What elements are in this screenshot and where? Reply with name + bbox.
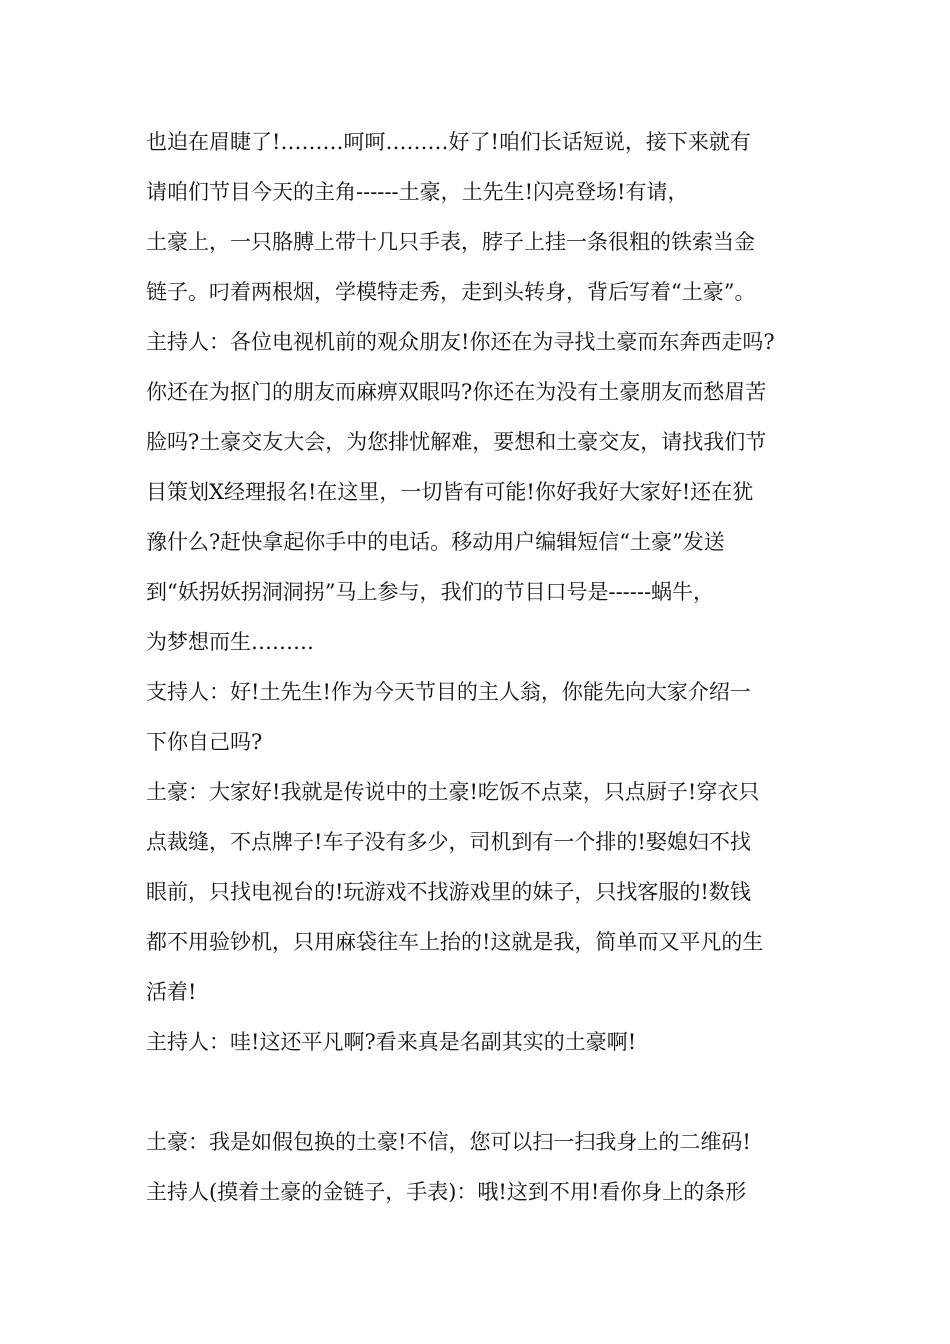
text-line: 为梦想而生……… [146, 630, 314, 654]
text-line: 主持人：各位电视机前的观众朋友!你还在为寻找土豪而东奔西走吗? [146, 330, 775, 354]
text-line: 豫什么?赶快拿起你手中的电话。移动用户编辑短信“土豪”发送 [146, 530, 725, 554]
text-line: 脸吗?土豪交友大会，为您排忧解难，要想和土豪交友，请找我们节 [146, 430, 767, 454]
text-line: 都不用验钞机，只用麻袋往车上抬的!这就是我，简单而又平凡的生 [146, 930, 764, 954]
text-line: 点裁缝，不点牌子!车子没有多少，司机到有一个排的!娶媳妇不找 [146, 830, 751, 854]
text-line: 土豪：我是如假包换的土豪!不信，您可以扫一扫我身上的二维码! [146, 1130, 751, 1154]
text-line: 活着! [146, 980, 197, 1004]
text-line: 土豪：大家好!我就是传说中的土豪!吃饭不点菜，只点厨子!穿衣只 [146, 780, 760, 804]
text-line: 主持人(摸着土豪的金链子，手表)：哦!这到不用!看你身上的条形 [146, 1180, 747, 1204]
text-line: 土豪上，一只胳膊上带十几只手表，脖子上挂一条很粗的铁索当金 [146, 230, 755, 254]
text-line: 请咱们节目今天的主角------土豪，土先生!闪亮登场!有请， [146, 180, 689, 204]
text-line: 下你自己吗? [146, 730, 263, 754]
text-line: 到“妖拐妖拐洞洞拐”马上参与，我们的节目口号是------蜗牛， [146, 580, 715, 604]
text-line: 也迫在眉睫了!………呵呵………好了!咱们长话短说，接下来就有 [146, 130, 751, 154]
text-line: 目策划X经理报名!在这里，一切皆有可能!你好我好大家好!还在犹 [146, 480, 754, 504]
text-line: 支持人：好!土先生!作为今天节目的主人翁，你能先向大家介绍一 [146, 680, 751, 704]
text-line: 眼前，只找电视台的!玩游戏不找游戏里的妹子，只找客服的!数钱 [146, 880, 751, 904]
text-line: 主持人：哇!这还平凡啊?看来真是名副其实的土豪啊! [146, 1030, 637, 1054]
text-line: 链子。叼着两根烟，学模特走秀，走到头转身，背后写着“土豪”。 [146, 280, 756, 304]
text-line: 你还在为抠门的朋友而麻痹双眼吗?你还在为没有土豪朋友而愁眉苦 [146, 380, 767, 404]
